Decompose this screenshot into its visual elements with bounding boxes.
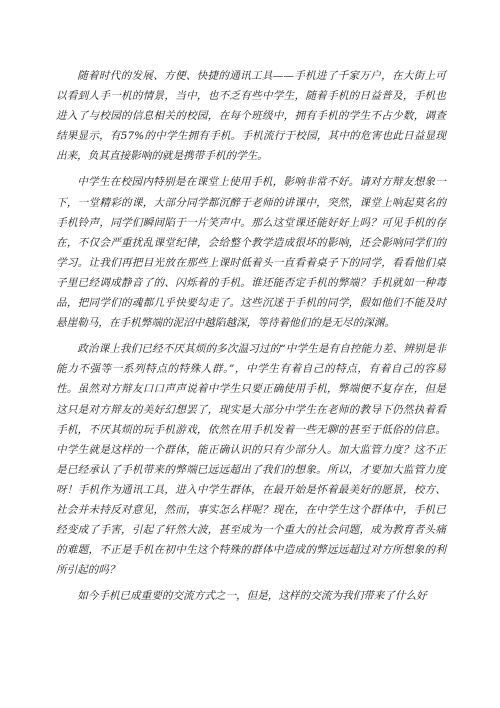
paragraph-politics: 政治课上我们已经不厌其烦的多次温习过的“中学生是有自控能力差、辨别是非能力不强等一系列特点的特殊人群。”，中学生有着自己的特点，有着自己的容易性。虽然对方辩友口口声声说着中学生只要正确使用手机，弊端便不复存在，但是这只是对方辩友的美好幻想罢了，现实是大部分中学生在老师的教导下仍然执着看手机，不厌其烦的玩手机游戏，依然在用手机发着一些无聊的甚至于低俗的信息。中学生就是这样的一个群体，能正确认识的只有少部分人。加大监管力度？这不正是已经承认了手机带来的弊端已远远超出了我们的想象。所以，才要加大监管力度呀！手机作为通讯工具，进入中学生群体，在最开始是怀着最美好的愿景，校方、社会并未持反对意见，然而，事实怎么样呢？现在，在中学生这个群体中，手机已经变成了手害，引起了轩然大波，甚至成为一个重大的社会问题，成为教育者头痛的难题，不正是手机在初中生这个特殊的群体中造成的弊远远超过对方所想象的利所引起的吗？	[56, 343, 446, 577]
paragraph-intro: 随着时代的发展、方便、快捷的通讯工具——手机进了千家万户，在大街上可以看到人手一机的情景，当中，也不乏有些中学生，随着手机的日益普及，手机也进入了与校园的信息相关的校园，在每个班级中，拥有手机的学生不占少数，调查结果显示，有57%的中学生拥有手机。手机流行于校园，其中的危害也此日益显现出来，负其直接影响的就是携带手机的学生。	[56, 70, 446, 163]
paragraph-communication: 如今手机已成重要的交流方式之一，但是，这样的交流为我们带来了什么好	[77, 590, 427, 603]
document-body	[56, 66, 446, 606]
paragraph-classroom: 中学生在校园内特别是在课堂上使用手机，影响非常不好。请对方辩友想象一下，一堂精彩的课，大部分同学都沉醉于老师的讲课中，突然，课堂上响起莫名的手机铃声，同学们瞬间陷于一片笑声中。那么这堂课还能好好上吗？可见手机的存在，不仅会严重扰乱课堂纪律，会给整个教学造成很坏的影响，还会影响同学们的学习。让我们再把目光放在那些上课时低着头一直看着桌子下的同学，看看他们桌子里已经调成静音了的、闪烁着的手机。谁还能否定手机的弊端？手机就如一种毒品，把同学们的魂都几乎快要勾走了。这些沉迷于手机的同学，假如他们不能及时悬崖勒马，在手机弊端的泥沼中越陷越深，等待着他们的是无尽的深渊。	[56, 176, 446, 330]
